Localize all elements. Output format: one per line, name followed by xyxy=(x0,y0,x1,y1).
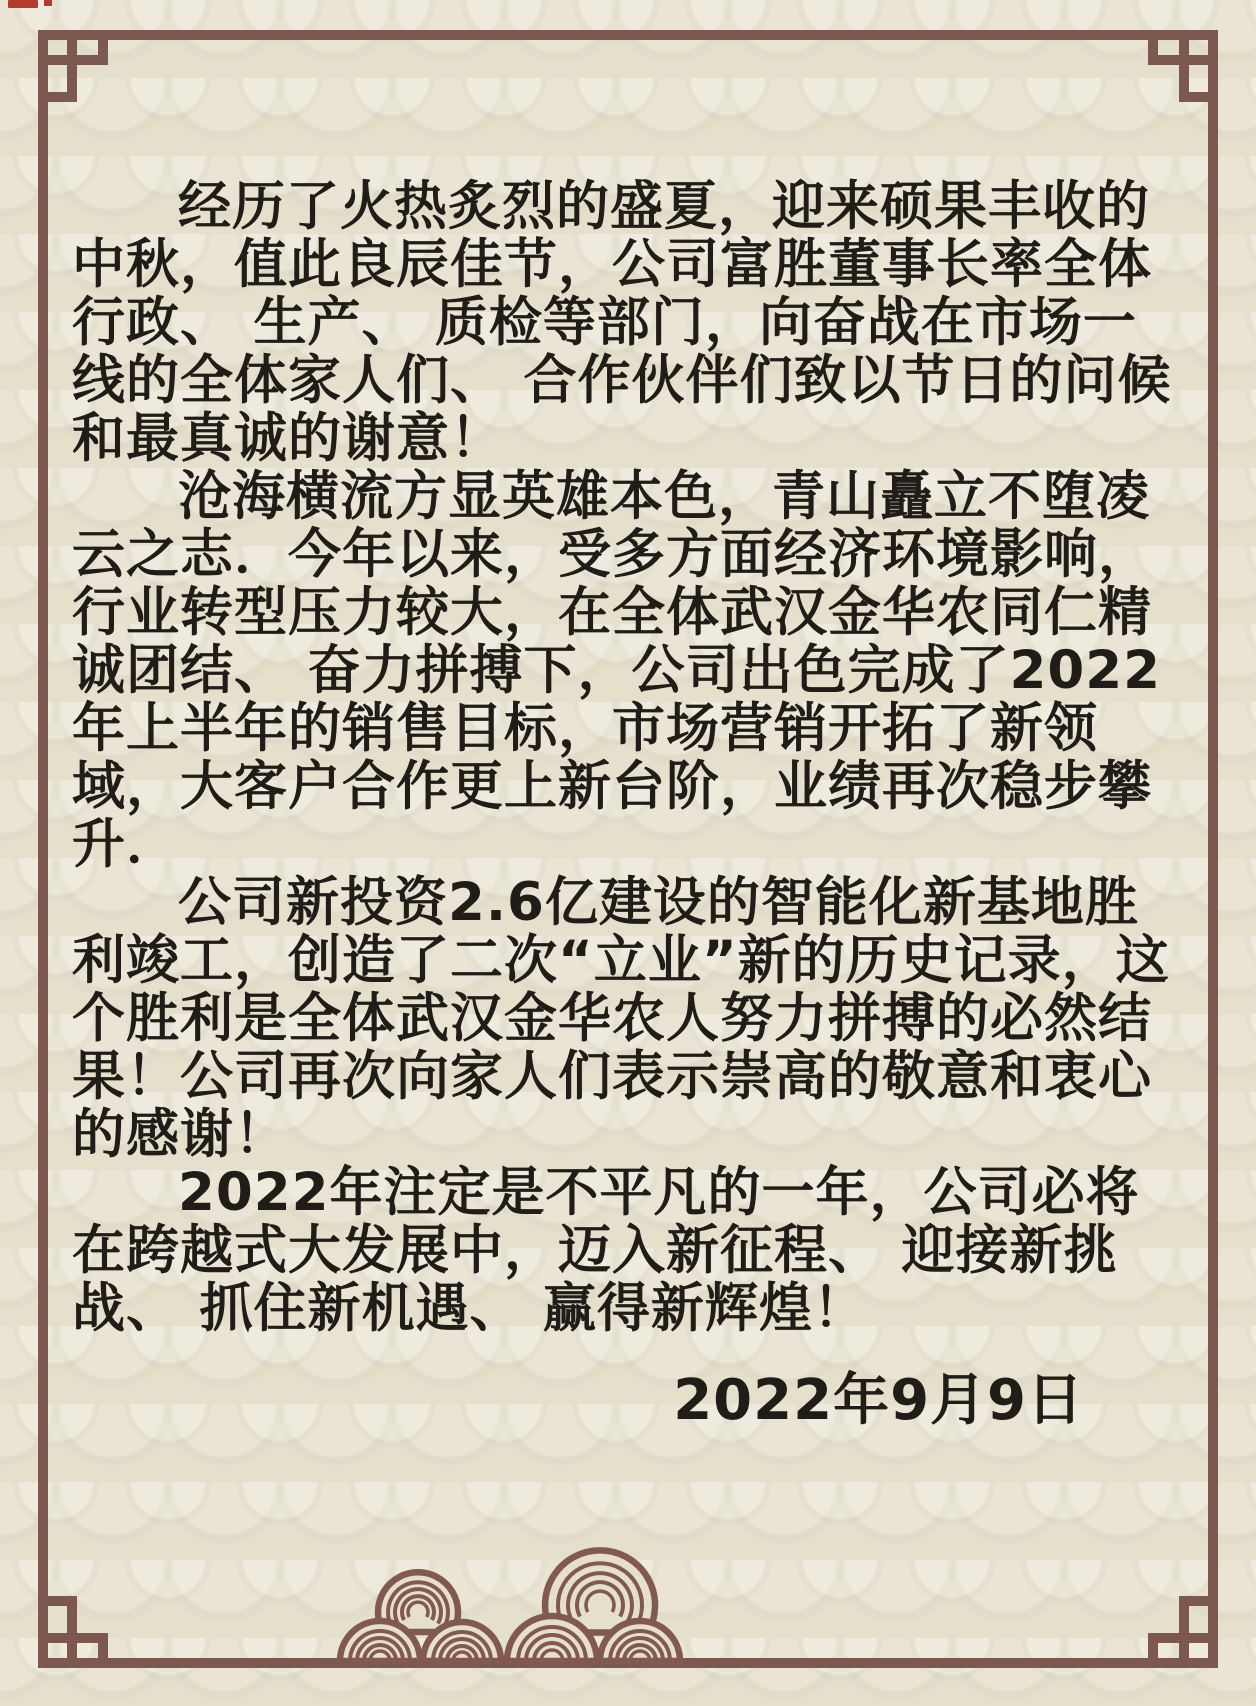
letter-date: 2022年9月9日 xyxy=(673,1368,1084,1433)
scallop-base-2 xyxy=(423,1622,501,1661)
frame-border-bottom xyxy=(100,1658,1156,1668)
corner-knot-top-right xyxy=(1148,30,1218,102)
frame-border-left xyxy=(38,95,48,1603)
red-edge-artifact-small xyxy=(44,0,52,6)
corner-knot-bottom-right xyxy=(1148,1596,1218,1668)
scallop-base-4 xyxy=(600,1621,680,1661)
scallop-base-3 xyxy=(507,1616,597,1661)
frame-border-top xyxy=(100,30,1156,40)
scallop-raised-left xyxy=(378,1572,458,1632)
letter-body xyxy=(72,176,1176,1433)
corner-knot-bottom-left xyxy=(38,1596,108,1668)
scallop-base-1 xyxy=(340,1621,420,1661)
cloud-scallop-ornament xyxy=(340,1550,680,1661)
paragraph-outlook: 2022年注定是不平凡的一年，公司必将在跨越式大发展中，迈入新征程、 迎接新挑战、 抓住新机遇、 赢得新辉煌！ xyxy=(72,1162,1140,1339)
frame-border-right xyxy=(1208,95,1218,1603)
paragraph-achievements: 沧海横流方显英雄本色，青山矗立不堕凌云之志．今年以来，受多方面经济环境影响，行业转型压力较大，在全体武汉金华农同仁精诚团结、 奋力拼搏下，公司出色完成了2022年上半年的销售目标，市场营销开拓了新领域，大客户合作更上新台阶，业绩再次稳步攀升． xyxy=(72,466,1161,875)
paragraph-new-base: 公司新投资2.6亿建设的智能化新基地胜利竣工，创造了二次“立业”新的历史记录，这个胜利是全体武汉金华农人努力拼搏的必然结果！公司再次向家人们表示崇高的敬意和衷心的感谢！ xyxy=(72,872,1170,1165)
corner-knot-top-left xyxy=(38,30,108,102)
paragraph-greeting: 经历了火热炙烈的盛夏，迎来硕果丰收的中秋，值此良辰佳节，公司富胜董事长率全体行政、 生产、 质检等部门，向奋战在市场一线的全体家人们、 合作伙伴们致以节日的问候和最真诚的谢意！ xyxy=(72,176,1172,469)
scallop-raised-right xyxy=(545,1550,655,1632)
red-edge-artifact xyxy=(8,0,38,8)
